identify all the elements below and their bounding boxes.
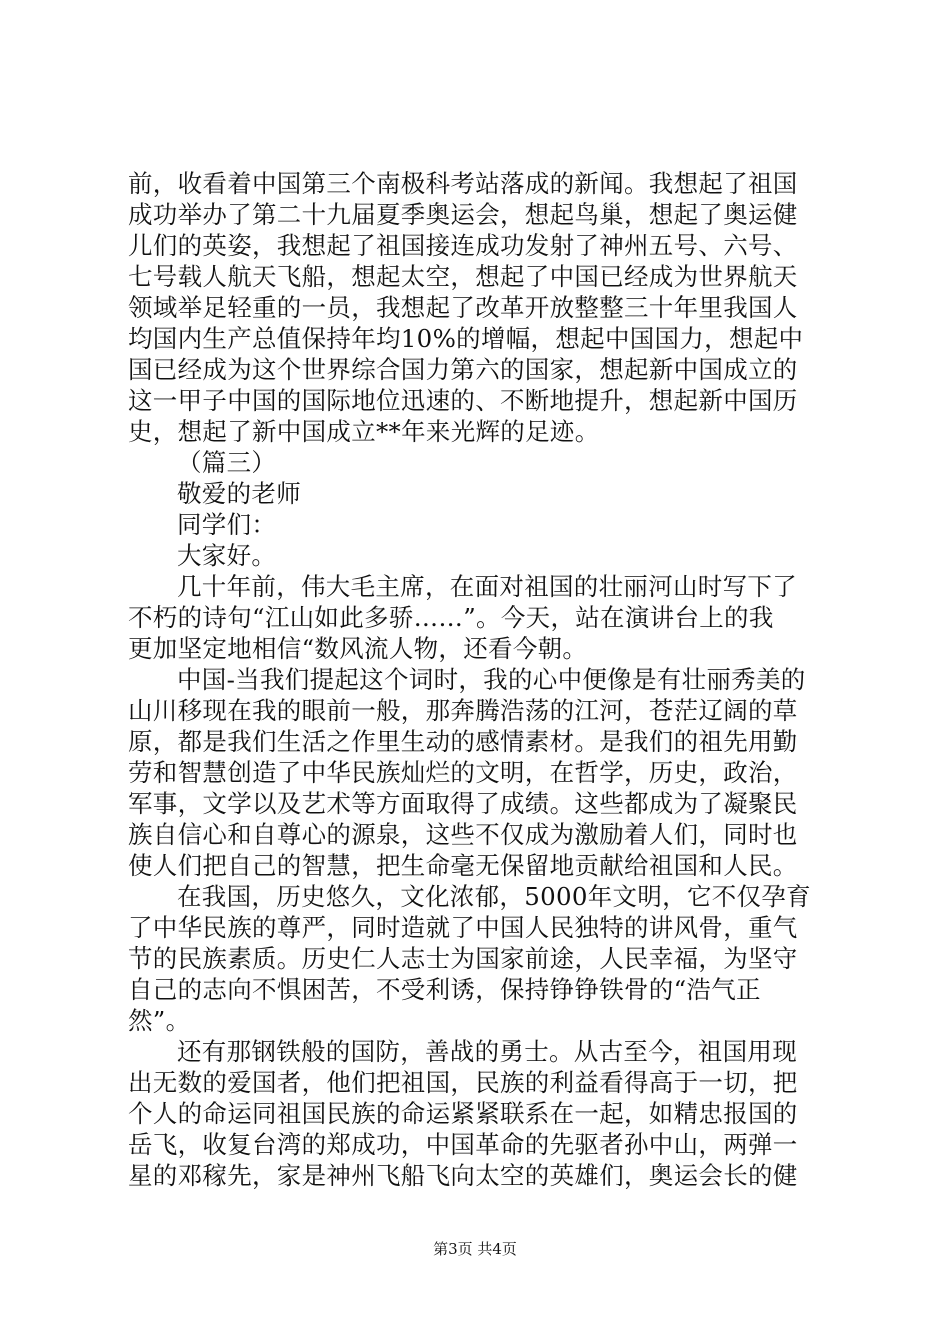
text-line: 领域举足轻重的一员，我想起了改革开放整整三十年里我国人 (128, 293, 798, 322)
document-body (128, 168, 838, 1191)
text-line: 原，都是我们生活之作里生动的感情素材。是我们的祖先用勤 (128, 727, 798, 756)
text-line: 七号载人航天飞船，想起太空，想起了中国已经成为世界航天 (128, 262, 798, 291)
text-line: 史，想起了新中国成立**年来光辉的足迹。 (128, 417, 600, 446)
text-line: 自己的志向不惧困苦，不受利诱，保持铮铮铁骨的“浩气正 (128, 975, 761, 1004)
text-line: 更加坚定地相信“数风流人物，还看今朝。 (128, 634, 588, 663)
text-line: 国已经成为这个世界综合国力第六的国家，想起新中国成立的 (128, 355, 798, 384)
text-line: 均国内生产总值保持年均10%的增幅，想起中国国力，想起中 (128, 324, 804, 353)
text-line: 儿们的英姿，我想起了祖国接连成功发射了神州五号、六号、 (128, 231, 798, 260)
text-line: 岳飞，收复台湾的郑成功，中国革命的先驱者孙中山，两弹一 (128, 1130, 798, 1159)
text-line: 劳和智慧创造了中华民族灿烂的文明，在哲学，历史，政治， (128, 758, 798, 787)
text-line: 成功举办了第二十九届夏季奥运会，想起鸟巢，想起了奥运健 (128, 200, 798, 229)
text-line: 个人的命运同祖国民族的命运紧紧联系在一起，如精忠报国的 (128, 1099, 798, 1128)
text-line: 前，收看着中国第三个南极科考站落成的新闻。我想起了祖国 (128, 169, 798, 198)
text-line: 节的民族素质。历史仁人志士为国家前途，人民幸福，为坚守 (128, 944, 798, 973)
text-line: 不朽的诗句“江山如此多骄……”。今天，站在演讲台上的我 (128, 603, 774, 632)
text-line: 使人们把自己的智慧，把生命毫无保留地贡献给祖国和人民。 (128, 851, 798, 880)
text-line: 中国-当我们提起这个词时，我的心中便像是有壮丽秀美的 (177, 665, 806, 694)
text-line: 星的邓稼先，家是神州飞船飞向太空的英雄们，奥运会长的健 (128, 1161, 798, 1190)
text-line: 了中华民族的尊严，同时造就了中国人民独特的讲风骨，重气 (128, 913, 798, 942)
text-line: 军事，文学以及艺术等方面取得了成绩。这些都成为了凝聚民 (128, 789, 798, 818)
page-footer: 第3页 共4页 (433, 1240, 517, 1258)
text-line: 在我国，历史悠久，文化浓郁，5000年文明，它不仅孕育 (177, 882, 811, 911)
text-line: 敬爱的老师 (177, 479, 301, 508)
text-line: 出无数的爱国者，他们把祖国，民族的利益看得高于一切，把 (128, 1068, 798, 1097)
text-line: 大家好。 (177, 541, 277, 570)
text-line: 然”。 (128, 1006, 191, 1035)
text-line: 族自信心和自尊心的源泉，这些不仅成为激励着人们，同时也 (128, 820, 798, 849)
text-line: 这一甲子中国的国际地位迅速的、不断地提升，想起新中国历 (128, 386, 798, 415)
text-line: 几十年前，伟大毛主席，在面对祖国的壮丽河山时写下了 (177, 572, 797, 601)
text-line: （篇三） (177, 448, 277, 477)
text-line: 山川移现在我的眼前一般，那奔腾浩荡的江河，苍茫辽阔的草 (128, 696, 798, 725)
text-line: 还有那钢铁般的国防，善战的勇士。从古至今，祖国用现 (177, 1037, 797, 1066)
text-line: 同学们： (177, 510, 277, 539)
